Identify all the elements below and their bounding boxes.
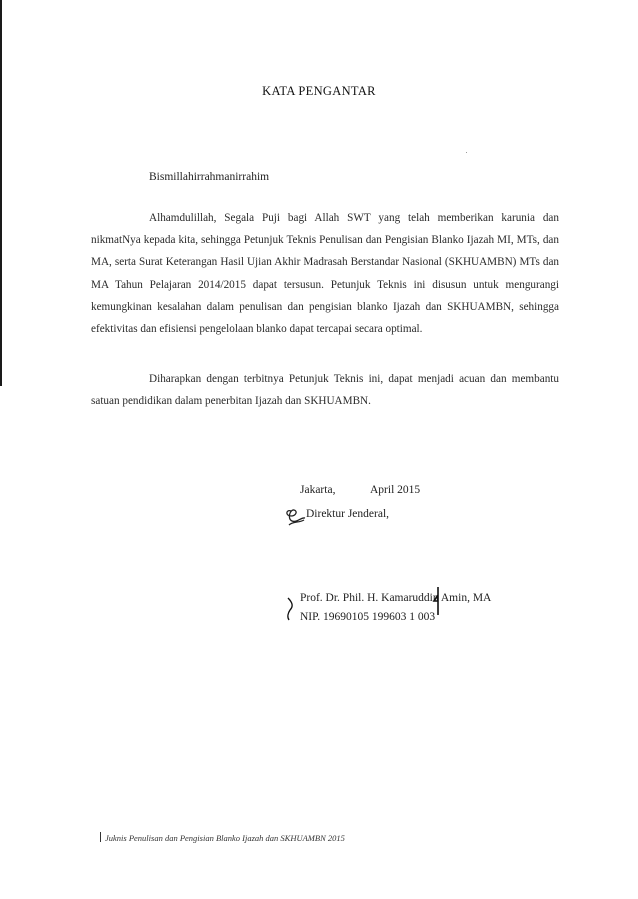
paragraph-2-text: Diharapkan dengan terbitnya Petunjuk Teknis ini, dapat menjadi acuan dan membantu satuan pendidikan dalam penerbitan Ijazah dan SKHUAMBN. bbox=[91, 373, 559, 408]
signature-position: Direktur Jenderal, bbox=[306, 508, 390, 520]
footer-divider bbox=[100, 832, 101, 842]
signature-date: April 2015 bbox=[370, 484, 421, 496]
signature-city: Jakarta, bbox=[300, 484, 336, 496]
place-date bbox=[300, 484, 420, 496]
greeting-text: Bismillahirrahmanirrahim bbox=[149, 171, 270, 183]
signatory-name: Prof. Dr. Phil. H. Kamaruddin Amin, MA bbox=[300, 592, 492, 604]
page-footer bbox=[100, 832, 345, 843]
scan-speck bbox=[466, 152, 467, 153]
paragraph-1-text: Alhamdulillah, Segala Puji bagi Allah SWT yang telah memberikan karunia dan nikmatNya kepada kita, sehingga Petunjuk Teknis Penulisan dan Pengisian Blanko Ijazah MI, MTs, dan MA, serta Surat Keterangan Hasil Ujian Akhir Madrasah Berstandar Nasional (SKHUAMBN) MTs dan MA Tahun Pelajaran 2014/2015 dapat tersusun. Petunjuk Teknis ini disusun untuk mengurangi kemungkinan kesalahan dalam penulisan dan pengisian blanko Ijazah dan SKHUAMBN, sehingga efektivitas dan efisiensi pengelolaan blanko dapat tercapai secara optimal. bbox=[91, 212, 559, 336]
page-title: KATA PENGANTAR bbox=[262, 84, 376, 98]
paragraph-1 bbox=[91, 207, 559, 340]
signatory-nip: NIP. 19690105 199603 1 003 bbox=[300, 611, 436, 623]
paragraph-2 bbox=[91, 368, 559, 412]
left-margin-rule bbox=[0, 0, 2, 386]
signature-stroke-left-icon bbox=[285, 596, 297, 622]
footer-text: Juknis Penulisan dan Pengisian Blanko Ijazah dan SKHUAMBN 2015 bbox=[105, 833, 345, 843]
